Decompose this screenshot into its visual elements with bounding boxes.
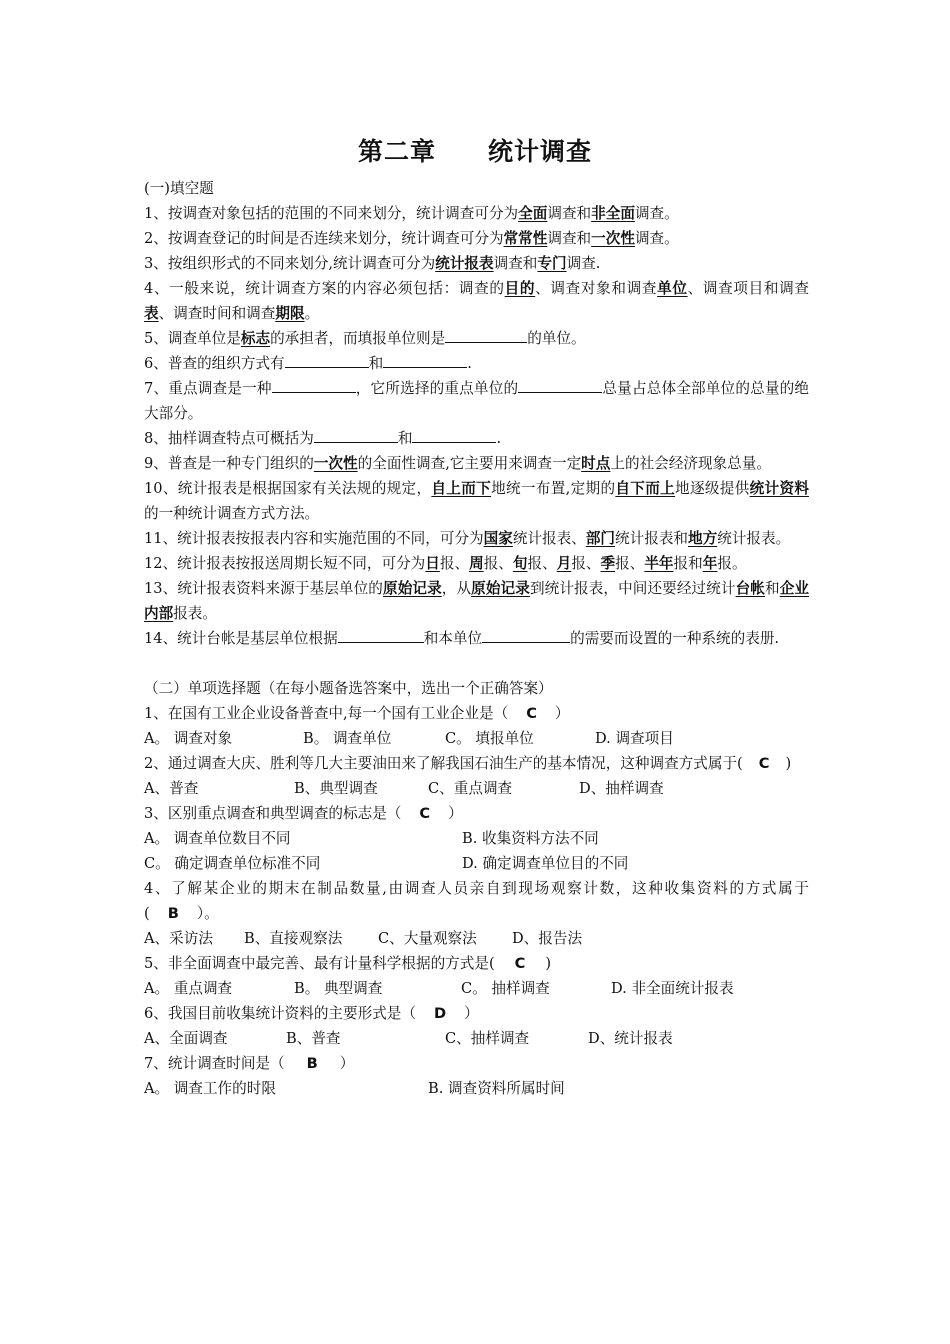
text-segment: ） bbox=[554, 705, 570, 722]
choice-q6-options bbox=[144, 1026, 809, 1051]
fill-in-q11 bbox=[144, 526, 809, 551]
chapter-title: 第二章 统计调查 bbox=[357, 137, 592, 166]
option: B。 典型调查 bbox=[294, 980, 383, 997]
answer-text: 国家 bbox=[483, 530, 513, 547]
answer-text: 季 bbox=[600, 555, 616, 572]
text-segment: 3、按组织形式的不同来划分,统计调查可分为 bbox=[144, 255, 436, 272]
text-segment: ，它所选择的重点单位的 bbox=[355, 380, 519, 397]
option: C、大量观察法 bbox=[378, 930, 477, 947]
text-segment: 和 bbox=[397, 430, 413, 447]
text-segment: 报、 bbox=[483, 555, 513, 572]
option: C。 抽样调查 bbox=[461, 980, 550, 997]
answer-text: 非全面 bbox=[591, 205, 635, 222]
text-segment: 7、重点调查是一种 bbox=[144, 380, 272, 397]
text-segment: ） bbox=[448, 805, 463, 822]
answer-text: 标志 bbox=[240, 330, 271, 347]
answer-text: 自上而下 bbox=[431, 480, 492, 497]
answer-text: 半年 bbox=[644, 555, 674, 572]
text-segment: 地统一布置,定期的 bbox=[491, 480, 616, 497]
answer-text: 地方 bbox=[688, 530, 718, 547]
answer-text: 单位 bbox=[657, 280, 688, 297]
fill-in-q7 bbox=[144, 376, 809, 426]
text-segment: ） bbox=[464, 1005, 479, 1022]
fill-in-q1 bbox=[144, 201, 809, 226]
option: A。 调查单位数目不同 bbox=[144, 830, 291, 847]
blank-line bbox=[518, 377, 602, 393]
blank-line bbox=[338, 627, 424, 643]
text-segment: 5、非全面调查中最完善、最有计量科学根据的方式是( bbox=[144, 955, 495, 972]
option: A。 重点调查 bbox=[144, 980, 233, 997]
answer-text: 目的 bbox=[504, 280, 536, 297]
fill-in-q14 bbox=[144, 626, 809, 651]
choice-heading: （二）单项选择题（在每小题备选答案中，选出一个正确答案） bbox=[144, 680, 553, 697]
choice-q6-stem bbox=[144, 1001, 809, 1026]
choice-q2-stem bbox=[144, 751, 809, 776]
text-segment: 7、统计调查时间是（ bbox=[144, 1055, 285, 1072]
answer-key: C bbox=[419, 805, 431, 822]
text-segment: 统计报表、 bbox=[512, 530, 586, 547]
option: B、直接观察法 bbox=[244, 930, 343, 947]
text-segment: 的全面性调查,它主要用来调查一定 bbox=[357, 455, 582, 472]
text-segment: 8、抽样调查特点可概括为 bbox=[144, 430, 314, 447]
answer-text: 一次性 bbox=[591, 230, 635, 247]
fill-in-heading: (一)填空题 bbox=[144, 180, 214, 197]
blank-line bbox=[272, 377, 356, 393]
text-segment: 调查。 bbox=[634, 230, 679, 247]
answer-text: 一次性 bbox=[313, 455, 358, 472]
fill-in-q5 bbox=[144, 326, 809, 351]
text-segment: 报、 bbox=[571, 555, 601, 572]
blank-line bbox=[285, 352, 369, 368]
answer-text: 统计资料 bbox=[749, 480, 809, 497]
text-segment: 、调查项目和调查 bbox=[687, 280, 809, 297]
text-segment: 9、普查是一种专门组织的 bbox=[144, 455, 314, 472]
answer-key: C bbox=[758, 755, 770, 772]
fill-in-q4 bbox=[144, 276, 809, 326]
text-segment: 上的社会经济现象总量。 bbox=[610, 455, 771, 472]
answer-text: 月 bbox=[556, 555, 572, 572]
text-segment: 和本单位 bbox=[423, 630, 483, 647]
choice-q3-options-ab bbox=[144, 826, 809, 851]
text-segment: 3、区别重点调查和典型调查的标志是（ bbox=[144, 805, 402, 822]
option: D、报告法 bbox=[512, 930, 583, 947]
answer-text: 企业内部 bbox=[144, 580, 809, 622]
text-segment: 调查. bbox=[566, 255, 601, 272]
fill-in-q12 bbox=[144, 551, 809, 576]
option: C。 填报单位 bbox=[445, 730, 534, 747]
choice-q7-options bbox=[144, 1076, 809, 1101]
blank-line bbox=[314, 427, 398, 443]
text-segment: 14、统计台帐是基层单位根据 bbox=[144, 630, 338, 647]
text-segment: 的需要而设置的一种系统的表册. bbox=[570, 630, 780, 647]
choice-q4-stem bbox=[144, 876, 809, 926]
fill-in-q3 bbox=[144, 251, 809, 276]
text-segment: . bbox=[467, 355, 472, 372]
text-segment: 和 bbox=[368, 355, 384, 372]
text-segment: 2、按调查登记的时间是否连续来划分，统计调查可分为 bbox=[144, 230, 504, 247]
text-segment: 11、统计报表按报表内容和实施范围的不同，可分为 bbox=[144, 530, 484, 547]
option: B、典型调查 bbox=[294, 780, 378, 797]
option: D、抽样调查 bbox=[579, 780, 664, 797]
text-segment: 1、在国有工业企业设备普查中,每一个国有工业企业是（ bbox=[144, 705, 509, 722]
text-segment: 1、按调查对象包括的范围的不同来划分，统计调查可分为 bbox=[144, 205, 519, 222]
answer-key: C bbox=[514, 955, 526, 972]
text-segment: 2、通过调查大庆、胜利等几大主要油田来了解我国石油生产的基本情况，这种调查方式属于( bbox=[144, 755, 743, 772]
text-segment: 统计报表和 bbox=[615, 530, 689, 547]
answer-text: 日 bbox=[425, 555, 440, 572]
option: B。 调查单位 bbox=[303, 730, 392, 747]
text-segment: 报、 bbox=[439, 555, 470, 572]
text-segment: 6、我国目前收集统计资料的主要形式是（ bbox=[144, 1005, 416, 1022]
option: C、抽样调查 bbox=[445, 1030, 530, 1047]
answer-key: B bbox=[167, 905, 179, 922]
choice-q1-stem bbox=[144, 701, 809, 726]
answer-text: 全面 bbox=[518, 205, 548, 222]
answer-text: 周 bbox=[469, 555, 484, 572]
choice-q5-stem bbox=[144, 951, 809, 976]
text-segment: ）。 bbox=[196, 905, 219, 922]
choice-q1-options bbox=[144, 726, 809, 751]
text-segment: 调查。 bbox=[634, 205, 679, 222]
answer-text: 原始记录 bbox=[383, 580, 442, 597]
answer-text: 表 bbox=[144, 305, 159, 322]
text-segment: 6、普查的组织方式有 bbox=[144, 355, 285, 372]
answer-text: 原始记录 bbox=[471, 580, 530, 597]
text-segment: 地逐级提供 bbox=[675, 480, 750, 497]
text-segment: 报和 bbox=[673, 555, 703, 572]
answer-text: 台帐 bbox=[735, 580, 765, 597]
text-segment: 5、调查单位是 bbox=[144, 330, 241, 347]
text-segment: 4、了解某企业的期末在制品数量,由调查人员亲自到现场观察计数，这种收集资料的方式属于( bbox=[144, 880, 809, 922]
answer-key: B bbox=[306, 1055, 318, 1072]
text-segment: 4、一般来说，统计调查方案的内容必须包括：调查的 bbox=[144, 280, 505, 297]
fill-in-q10 bbox=[144, 476, 809, 526]
option: A。 调查对象 bbox=[144, 730, 233, 747]
answer-text: 部门 bbox=[585, 530, 616, 547]
choice-q3-options-cd bbox=[144, 851, 809, 876]
text-segment: 调查和 bbox=[493, 255, 538, 272]
option: A。 调查工作的时限 bbox=[144, 1080, 276, 1097]
text-segment: 、调查时间和调查 bbox=[158, 305, 276, 322]
text-segment: ) bbox=[545, 955, 552, 972]
option: C、重点调查 bbox=[428, 780, 513, 797]
option: D. 非全面统计报表 bbox=[611, 980, 734, 997]
answer-text: 旬 bbox=[512, 555, 528, 572]
text-segment: ，从 bbox=[441, 580, 472, 597]
answer-key: C bbox=[526, 705, 537, 722]
fill-in-q2 bbox=[144, 226, 809, 251]
choice-q2-options bbox=[144, 776, 809, 801]
text-segment: 到统计报表，中间还要经过统计 bbox=[529, 580, 736, 597]
answer-text: 期限 bbox=[275, 305, 305, 322]
text-segment: 统计报表。 bbox=[717, 530, 791, 547]
answer-text: 时点 bbox=[581, 455, 611, 472]
option: C。 确定调查单位标准不同 bbox=[144, 855, 321, 872]
fill-in-q8 bbox=[144, 426, 809, 451]
option: D. 确定调查单位目的不同 bbox=[462, 855, 629, 872]
choice-q5-options bbox=[144, 976, 809, 1001]
text-segment: 、调查对象和调查 bbox=[535, 280, 658, 297]
option: D、统计报表 bbox=[588, 1030, 673, 1047]
option: B、普查 bbox=[286, 1030, 341, 1047]
text-segment: 报、 bbox=[527, 555, 557, 572]
text-segment: . bbox=[496, 430, 502, 447]
answer-text: 统计报表 bbox=[435, 255, 494, 272]
answer-text: 自下而上 bbox=[615, 480, 676, 497]
text-segment: 报、 bbox=[615, 555, 645, 572]
option: B. 收集资料方法不同 bbox=[462, 830, 599, 847]
document-body bbox=[144, 176, 809, 1101]
text-segment: 调查和 bbox=[547, 205, 592, 222]
answer-key: D bbox=[433, 1005, 447, 1022]
text-segment: 报表。 bbox=[173, 605, 217, 622]
text-segment: 的承担者，而填报单位则是 bbox=[270, 330, 446, 347]
text-segment: 。 bbox=[304, 305, 320, 322]
text-segment: 调查和 bbox=[547, 230, 592, 247]
choice-q4-options bbox=[144, 926, 809, 951]
option: D. 调查项目 bbox=[595, 730, 674, 747]
answer-text: 专门 bbox=[537, 255, 567, 272]
text-segment: 13、统计报表资料来源于基层单位的 bbox=[144, 580, 384, 597]
fill-in-q13 bbox=[144, 576, 809, 626]
text-segment: 报。 bbox=[717, 555, 747, 572]
text-segment: 10、统计报表是根据国家有关法规的规定， bbox=[144, 480, 432, 497]
text-segment: 12、统计报表按报送周期长短不同，可分为 bbox=[144, 555, 426, 572]
text-segment: 总量占总体全部单位的总量的绝大部分。 bbox=[144, 380, 809, 422]
blank-line bbox=[383, 352, 467, 368]
choice-q7-stem bbox=[144, 1051, 809, 1076]
fill-in-q9 bbox=[144, 451, 809, 476]
option: A、普查 bbox=[144, 780, 199, 797]
option: B. 调查资料所属时间 bbox=[428, 1080, 565, 1097]
blank-line bbox=[412, 427, 496, 443]
choice-q3-stem bbox=[144, 801, 809, 826]
blank-line bbox=[445, 327, 527, 343]
option: A、采访法 bbox=[144, 930, 213, 947]
text-segment: 和 bbox=[764, 580, 780, 597]
text-segment: ） bbox=[339, 1055, 355, 1072]
text-segment: ) bbox=[785, 755, 792, 772]
text-segment: 的单位。 bbox=[527, 330, 586, 347]
text-segment: 的一种统计调查方式方法。 bbox=[144, 505, 320, 522]
fill-in-q6 bbox=[144, 351, 809, 376]
blank-line bbox=[482, 627, 570, 643]
answer-text: 年 bbox=[702, 555, 718, 572]
option: A、全面调查 bbox=[144, 1030, 228, 1047]
answer-text: 常常性 bbox=[503, 230, 548, 247]
spacer bbox=[144, 651, 809, 676]
